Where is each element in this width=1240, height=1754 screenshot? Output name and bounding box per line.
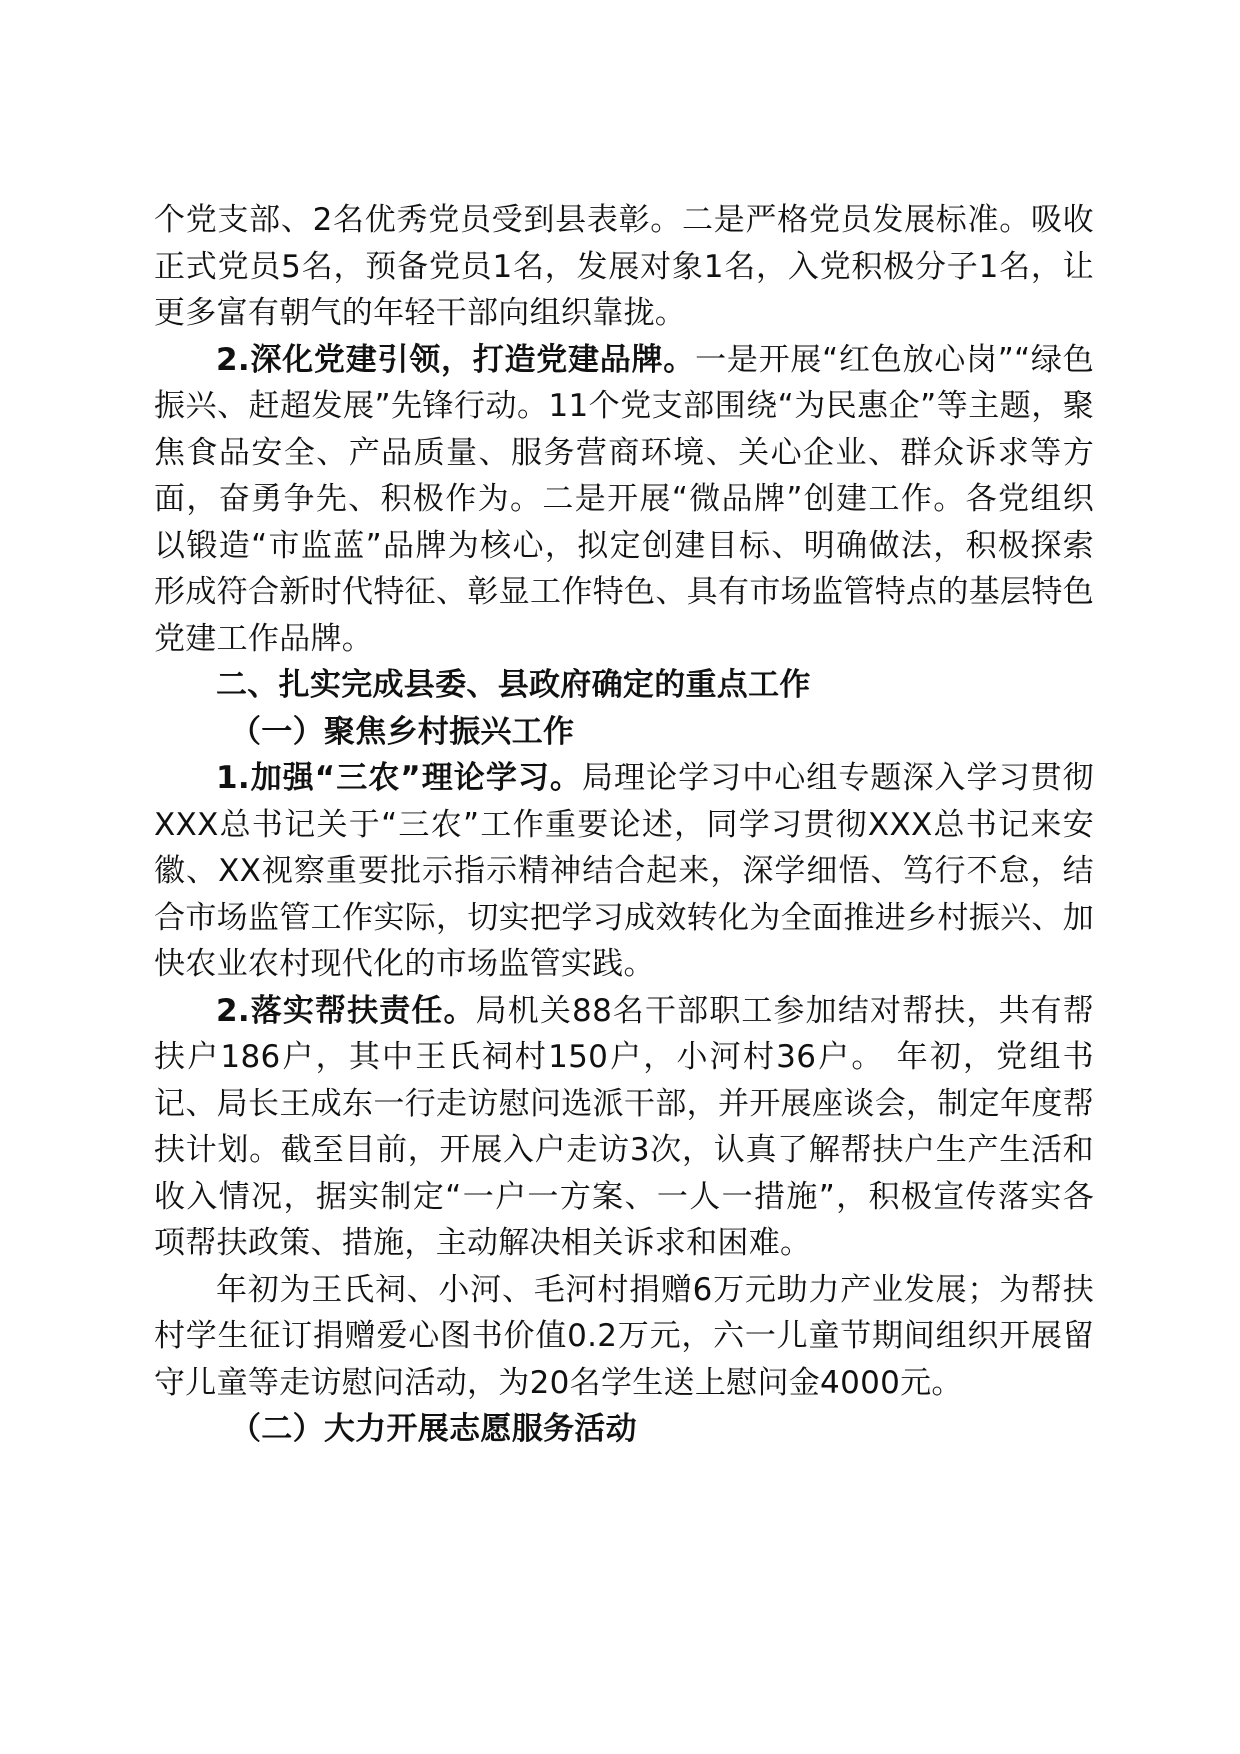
paragraph-party-members <box>154 197 1094 337</box>
paragraph-lead: 2.落实帮扶责任。 <box>216 992 476 1029</box>
paragraph-lead: 2.深化党建引领，打造党建品牌。 <box>216 341 696 378</box>
paragraph-party-brand <box>154 337 1094 663</box>
paragraph-sannong-study <box>154 755 1094 988</box>
paragraph-text: 局机关88名干部职工参加结对帮扶，共有帮扶户186户，其中王氏祠村150户，小河村36户。 年初，党组书记、局长王成东一行走访慰问选派干部，并开展座谈会，制定年度帮扶计划。截至目前，开展入户走访3次，认真了解帮扶户生产生活和收入情况，据实制定“一户一方案、一人一措施”，积极宣传落实各项帮扶政策、措施，主动解决相关诉求和困难。 <box>154 992 1095 1261</box>
section-heading-key-work: 二、扎实完成县委、县政府确定的重点工作 <box>216 667 811 703</box>
paragraph-assistance-duty <box>154 988 1094 1267</box>
subsection-heading-rural-revitalization: （一）聚焦乡村振兴工作 <box>230 713 575 750</box>
paragraph-text: 局理论学习中心组专题深入学习贯彻XXX总书记关于“三农”工作重要论述，同学习贯彻XXX总书记来安徽、XX视察重要批示指示精神结合起来，深学细悟、笃行不怠，结合市场监管工作实际，切实把学习成效转化为全面推进乡村振兴、加快农业农村现代化的市场监管实践。 <box>154 760 1094 982</box>
paragraph-text: 一是开展“红色放心岗”“绿色振兴、赶超发展”先锋行动。11个党支部围绕“为民惠企”等主题，聚焦食品安全、产品质量、服务营商环境、关心企业、群众诉求等方面，奋勇争先、积极作为。二是开展“微品牌”创建工作。各党组织以锻造“市监蓝”品牌为核心，拟定创建目标、明确做法，积极探索形成符合新时代特征、彰显工作特色、具有市场监管特点的基层特色党建工作品牌。 <box>154 341 1094 657</box>
paragraph-text: 年初为王氏祠、小河、毛河村捐赠6万元助力产业发展；为帮扶村学生征订捐赠爱心图书价值0.2万元，六一儿童节期间组织开展留守儿童等走访慰问活动，为20名学生送上慰问金4000元。 <box>154 1271 1094 1401</box>
paragraph-donations <box>154 1267 1094 1407</box>
paragraph-text: 个党支部、2名优秀党员受到县表彰。二是严格党员发展标准。吸收正式党员5名，预备党员1名，发展对象1名，入党积极分子1名，让更多富有朝气的年轻干部向组织靠拢。 <box>154 202 1094 331</box>
paragraph-lead: 1.加强“三农”理论学习。 <box>216 760 582 796</box>
document-body <box>154 197 1094 1453</box>
subsection-heading-volunteer-service: （二）大力开展志愿服务活动 <box>230 1411 637 1447</box>
